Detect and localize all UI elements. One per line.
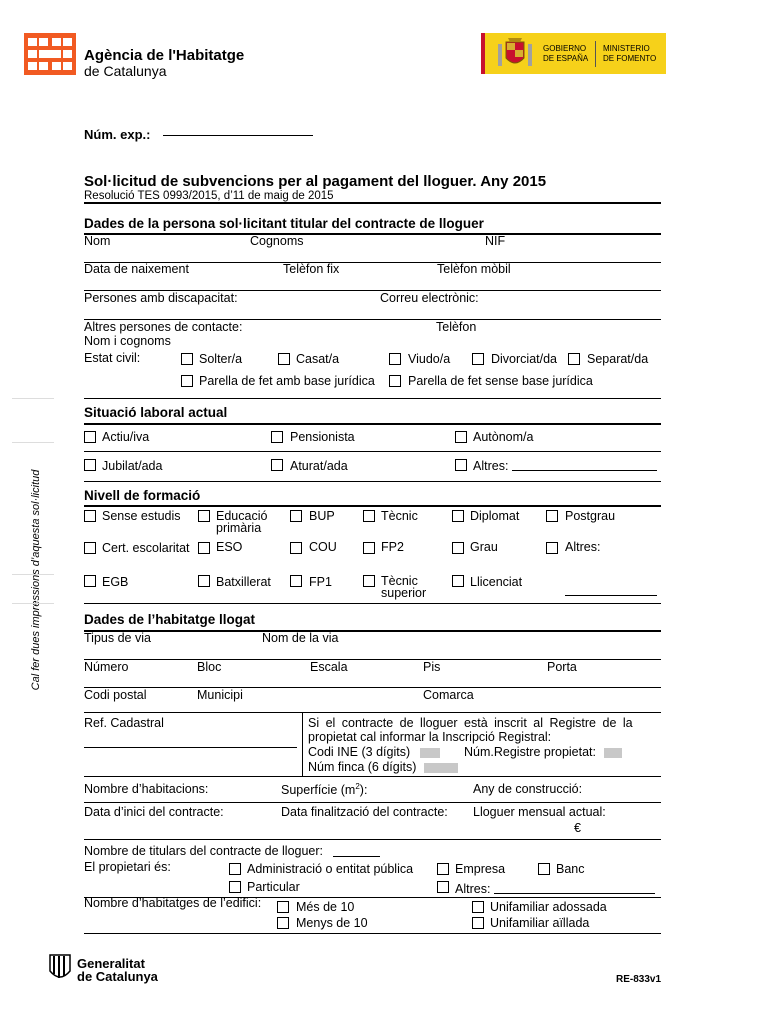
detached-label: Unifamiliar aïllada	[490, 916, 590, 930]
civil-widowed: Viudo/a	[408, 352, 451, 366]
checkbox-married[interactable]	[278, 353, 290, 365]
more10-label: Més de 10	[296, 900, 355, 914]
edu-cert: Cert. escolaritat	[102, 541, 190, 555]
edu-tecnic: Tècnic	[381, 509, 418, 523]
divider	[84, 630, 661, 632]
resolution-ref: Resolució TES 0993/2015, d’11 de maig de 2015	[84, 190, 334, 202]
edu-tecsup-b: superior	[381, 586, 427, 600]
checkbox-couple-nolegal[interactable]	[389, 375, 401, 387]
checkbox-fp1[interactable]	[290, 575, 302, 587]
checkbox-cert[interactable]	[84, 542, 96, 554]
side-margin-lines	[12, 603, 54, 604]
civil-married: Casat/a	[296, 352, 340, 366]
registry-text-2: propietat cal informar la Inscripció Registral:	[308, 730, 552, 744]
registry-box	[302, 712, 303, 776]
divider	[84, 423, 661, 425]
civil-single: Solter/a	[199, 352, 243, 366]
email-label: Correu electrònic:	[380, 291, 479, 305]
surface-end: ):	[359, 783, 368, 798]
surface-text: Superfície (m	[281, 783, 356, 798]
labour-other: Altres:	[473, 459, 509, 473]
labour-active: Actiu/iva	[102, 430, 150, 444]
edu-fp1: FP1	[309, 575, 332, 589]
checkbox-fp2[interactable]	[363, 542, 375, 554]
rooms-row-line[interactable]	[84, 802, 661, 803]
euro-sign: €	[574, 821, 581, 835]
divider	[84, 776, 661, 777]
checkbox-diplomat[interactable]	[452, 510, 464, 522]
road-type-label: Tipus de via	[84, 631, 151, 645]
edu-primary-a: Educació	[216, 509, 268, 523]
checkbox-tecnic[interactable]	[363, 510, 375, 522]
checkbox-eso[interactable]	[198, 542, 210, 554]
edu-diplomat: Diplomat	[470, 509, 520, 523]
checkbox-separated[interactable]	[568, 353, 580, 365]
checkbox-grau[interactable]	[452, 542, 464, 554]
ine-code-label	[308, 745, 440, 759]
checkbox-egb[interactable]	[84, 575, 96, 587]
labour-retired: Jubilat/ada	[102, 459, 163, 473]
checkbox-pensioner[interactable]	[271, 431, 283, 443]
surface-sup: 2	[355, 782, 360, 791]
edu-other: Altres:	[565, 540, 601, 554]
surface-label	[281, 782, 367, 797]
checkbox-owner-bank[interactable]	[538, 863, 550, 875]
checkbox-batx[interactable]	[198, 575, 210, 587]
form-code: RE-833v1	[616, 974, 662, 985]
reg-number-field[interactable]	[604, 748, 622, 758]
side-margin-lines	[12, 398, 54, 399]
dwelling-heading: Dades de l’habitatge llogat	[84, 612, 256, 627]
contacts-name-label: Nom i cognoms	[84, 334, 171, 348]
contacts-label: Altres persones de contacte:	[84, 320, 243, 334]
edu-grau: Grau	[470, 540, 498, 554]
civil-divorced: Divorciat/da	[491, 352, 557, 366]
stair-label: Escala	[310, 660, 348, 674]
checkbox-divorced[interactable]	[472, 353, 484, 365]
checkbox-retired[interactable]	[84, 459, 96, 471]
num-exp-field[interactable]	[163, 135, 313, 136]
farm-number-label	[308, 760, 458, 774]
nif-label: NIF	[485, 234, 506, 248]
owner-bank: Banc	[556, 862, 585, 876]
labour-heading: Situació laboral actual	[84, 405, 228, 420]
divider	[84, 398, 661, 399]
ine-code-field[interactable]	[420, 748, 440, 758]
generalitat-line2: de Catalunya	[77, 969, 158, 984]
birth-label: Data de naixement	[84, 262, 189, 276]
side-margin-lines	[12, 442, 54, 443]
checkbox-bup[interactable]	[290, 510, 302, 522]
owner-other: Altres:	[455, 882, 491, 896]
checkbox-cou[interactable]	[290, 542, 302, 554]
owner-company: Empresa	[455, 862, 506, 876]
cognoms-label: Cognoms	[250, 234, 304, 248]
date-row-line[interactable]	[84, 839, 661, 840]
number-label: Número	[84, 660, 129, 674]
door-label: Porta	[547, 660, 577, 674]
checkbox-owner-company[interactable]	[437, 863, 449, 875]
registry-text-1: Si el contracte de lloguer està inscrit al Registre de la	[308, 716, 633, 730]
ministry-right-1: MINISTERIO	[603, 44, 650, 53]
checkbox-self-employed[interactable]	[455, 431, 467, 443]
number-row-line[interactable]	[84, 687, 661, 688]
reg-number-label	[464, 745, 622, 759]
divider	[84, 603, 661, 604]
nom-label: Nom	[84, 234, 111, 248]
phone-mobile-label: Telèfon mòbil	[437, 262, 511, 276]
rooms-label: Nombre d’habitacions:	[84, 782, 209, 796]
building-box	[84, 897, 661, 934]
holders-label: Nombre de titulars del contracte de lloguer:	[84, 844, 324, 858]
agency-name-line2: de Catalunya	[84, 63, 167, 79]
divider	[84, 233, 661, 235]
edu-bup: BUP	[309, 509, 335, 523]
semidetached-label: Unifamiliar adossada	[490, 900, 607, 914]
edu-batx: Batxillerat	[216, 575, 271, 589]
block-label: Bloc	[197, 660, 222, 674]
edu-other-field[interactable]	[565, 595, 657, 596]
divider	[84, 481, 661, 482]
ine-code-text: Codi INE (3 dígits)	[308, 745, 411, 759]
checkbox-postgrau[interactable]	[546, 510, 558, 522]
checkbox-llicenciat[interactable]	[452, 575, 464, 587]
num-exp-label: Núm. exp.:	[84, 127, 151, 142]
generalitat-emblem-icon	[49, 954, 71, 982]
agency-name-line1: Agència de l'Habitatge	[84, 47, 245, 64]
edu-no-studies: Sense estudis	[102, 509, 181, 523]
edu-egb: EGB	[102, 575, 129, 589]
divider	[84, 202, 661, 204]
checkbox-widowed[interactable]	[389, 353, 401, 365]
checkbox-edu-other[interactable]	[546, 542, 558, 554]
start-date-label: Data d’inici del contracte:	[84, 805, 224, 819]
checkbox-single[interactable]	[181, 353, 193, 365]
building-units-label: Nombre d’habitatges de l’edifici:	[84, 896, 262, 910]
edu-primary-b: primària	[216, 521, 262, 535]
checkbox-unemployed[interactable]	[271, 459, 283, 471]
checkbox-owner-admin[interactable]	[229, 863, 241, 875]
edu-postgrau: Postgrau	[565, 509, 616, 523]
applicant-heading: Dades de la persona sol·licitant titular del contracte de lloguer	[84, 216, 484, 231]
ministry-logo	[481, 33, 666, 74]
contacts-phone-label: Telèfon	[436, 320, 477, 334]
owner-label: El propietari és:	[84, 860, 171, 874]
checkbox-no-studies[interactable]	[84, 510, 96, 522]
road-name-label: Nom de la via	[262, 631, 339, 645]
owner-admin: Administració o entitat pública	[247, 862, 414, 876]
edu-tecsup-a: Tècnic	[381, 574, 418, 588]
floor-label: Pis	[423, 660, 441, 674]
phone-fixed-label: Telèfon fix	[283, 262, 340, 276]
checkbox-owner-private[interactable]	[229, 881, 241, 893]
spain-flag-stripe	[481, 33, 485, 74]
labour-other-field[interactable]	[512, 470, 657, 471]
rent-label: Lloguer mensual actual:	[473, 805, 606, 819]
agency-logo	[24, 33, 76, 75]
checkbox-tecsup[interactable]	[363, 575, 375, 587]
reg-number-text: Núm.Registre propietat:	[464, 745, 597, 759]
checkbox-primary[interactable]	[198, 510, 210, 522]
checkbox-active[interactable]	[84, 431, 96, 443]
civil-separated: Separat/da	[587, 352, 649, 366]
edu-fp2: FP2	[381, 540, 404, 554]
disabled-label: Persones amb discapacitat:	[84, 291, 238, 305]
ministry-right-2: DE FOMENTO	[603, 54, 657, 63]
less10-label: Menys de 10	[296, 916, 368, 930]
farm-number-text: Núm finca (6 dígits)	[308, 760, 417, 774]
ministry-left-2: DE ESPAÑA	[543, 54, 589, 63]
generalitat-line1: Generalitat	[77, 956, 145, 971]
civil-status-label: Estat civil:	[84, 351, 141, 365]
edu-eso: ESO	[216, 540, 243, 554]
checkbox-couple-legal[interactable]	[181, 375, 193, 387]
town-label: Municipi	[197, 688, 243, 702]
labour-pensioner: Pensionista	[290, 430, 355, 444]
side-note: Cal fer dues impressions d’aquesta sol·licitud	[30, 469, 42, 691]
labour-unemployed: Aturat/ada	[290, 459, 348, 473]
farm-number-field[interactable]	[424, 763, 458, 773]
cadastral-label: Ref. Cadastral	[84, 716, 164, 730]
edu-cou: COU	[309, 540, 337, 554]
divider	[84, 451, 661, 452]
ministry-left-1: GOBIERNO	[543, 44, 587, 53]
side-margin-lines	[12, 574, 54, 575]
divider	[84, 505, 661, 507]
end-date-label: Data finalització del contracte:	[281, 805, 448, 819]
year-label: Any de construcció:	[473, 782, 583, 796]
county-label: Comarca	[423, 688, 474, 702]
holders-field[interactable]	[333, 856, 380, 857]
form-title: Sol·licitud de subvencions per al pagament del lloguer. Any 2015	[84, 173, 547, 190]
cadastral-field[interactable]	[84, 747, 297, 748]
labour-self-employed: Autònom/a	[473, 430, 534, 444]
edu-llicenciat: Llicenciat	[470, 575, 523, 589]
couple-nolegal-label: Parella de fet sense base jurídica	[408, 374, 593, 388]
postcode-label: Codi postal	[84, 688, 147, 702]
education-heading: Nivell de formació	[84, 488, 201, 503]
owner-private: Particular	[247, 880, 300, 894]
postcode-row-line[interactable]	[84, 712, 661, 713]
checkbox-owner-other[interactable]	[437, 881, 449, 893]
owner-other-field[interactable]	[494, 893, 655, 894]
couple-legal-label: Parella de fet amb base jurídica	[199, 374, 375, 388]
ministry-divider	[595, 41, 596, 67]
checkbox-labour-other[interactable]	[455, 459, 467, 471]
coat-of-arms-icon	[496, 36, 534, 71]
